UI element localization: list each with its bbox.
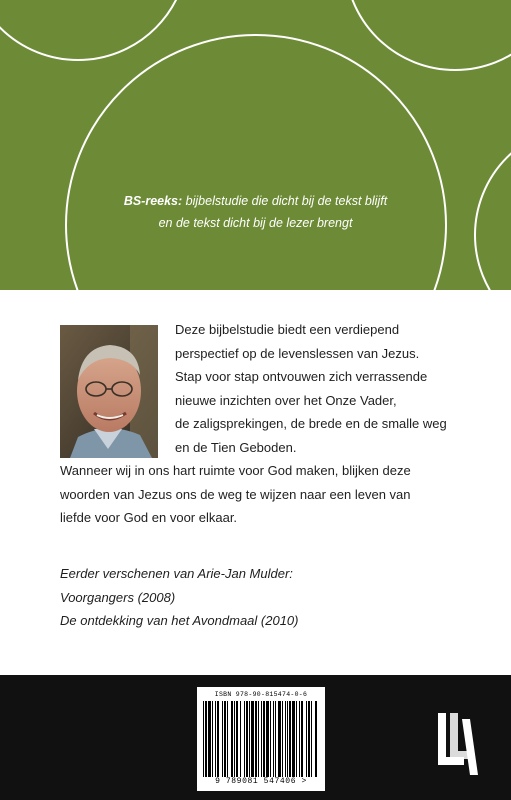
barcode-bar — [212, 701, 213, 777]
barcode-bar — [217, 701, 219, 777]
barcode-bar — [315, 701, 317, 777]
barcode-bar — [266, 701, 269, 777]
isbn-number: ISBN 978-90-815474-0-6 — [214, 691, 308, 698]
intro-line: de zaligsprekingen, de brede en de smalle weg — [175, 416, 447, 431]
barcode-bar — [215, 701, 216, 777]
barcode-bar — [296, 701, 297, 777]
previous-publications — [60, 562, 475, 633]
intro-paragraph — [175, 318, 475, 459]
circle-top-left — [0, 0, 188, 60]
barcode-bar — [249, 701, 250, 777]
barcode-bar — [278, 701, 281, 777]
barcode-bar — [292, 701, 295, 777]
barcode-bar — [282, 701, 283, 777]
intro-line: en de Tien Geboden. — [175, 439, 297, 455]
barcode-bar — [289, 701, 291, 777]
barcode-bar — [285, 701, 286, 777]
barcode-bar — [258, 701, 259, 777]
barcode-bar — [273, 701, 274, 777]
barcode-bar — [275, 701, 276, 777]
decorative-circles — [0, 0, 511, 290]
series-name: BS-reeks: — [123, 194, 183, 208]
barcode-bar — [263, 701, 265, 777]
author-portrait-icon — [60, 325, 158, 458]
barcode-bar — [203, 701, 204, 777]
barcode-bar — [301, 701, 303, 777]
series-tagline — [0, 190, 511, 234]
barcode-bar — [299, 701, 300, 777]
barcode-bar — [236, 701, 238, 777]
green-header-panel — [0, 0, 511, 290]
barcode-bar — [244, 701, 245, 777]
circle-top-right — [345, 0, 511, 70]
body-paragraph — [60, 459, 475, 530]
body-line: woorden van Jezus ons de weg te wijzen naar een leven van — [60, 486, 411, 502]
intro-line: nieuwe inzichten over het Onze Vader, — [175, 392, 397, 408]
intro-line: Stap voor stap ontvouwen zich verrassende — [175, 369, 428, 384]
barcode-bar — [306, 701, 307, 777]
barcode-bar — [231, 701, 233, 777]
barcode-label — [197, 687, 325, 791]
barcode-bar — [308, 701, 310, 777]
intro-line: Deze bijbelstudie biedt een verdiepend — [175, 322, 400, 337]
publisher-logo-icon — [436, 713, 480, 777]
barcode-bar — [227, 701, 228, 777]
barcode-bar — [240, 701, 241, 777]
intro-line: perspectief op de levenslessen van Jezus. — [175, 345, 420, 361]
barcode-bar — [205, 701, 207, 777]
barcode-bar — [311, 701, 312, 777]
barcode-bar — [287, 701, 288, 777]
circle-center — [66, 35, 446, 290]
barcode-bar — [255, 701, 257, 777]
body-line: liefde voor God en voor elkaar. — [60, 510, 238, 525]
body-line: Wanneer wij in ons hart ruimte voor God maken, blijken deze — [60, 463, 411, 478]
barcode-bar — [270, 701, 271, 777]
barcode-bar — [234, 701, 235, 777]
previous-title: De ontdekking van het Avondmaal (2010) — [60, 613, 299, 628]
previous-title: Voorgangers (2008) — [60, 589, 176, 605]
ean-digits: 9 789081 547406 > — [215, 777, 307, 786]
tagline-line-2: en de tekst dicht bij de lezer brengt — [158, 216, 353, 230]
barcode-bar — [224, 701, 226, 777]
barcode-bar — [222, 701, 223, 777]
barcode-bar — [261, 701, 262, 777]
barcode-bar — [246, 701, 248, 777]
barcode-icon — [203, 701, 319, 777]
barcode-bar — [208, 701, 211, 777]
tagline-line-1: bijbelstudie die dicht bij de tekst blijft — [182, 194, 388, 208]
previous-heading: Eerder verschenen van Arie-Jan Mulder: — [60, 566, 293, 581]
barcode-bar — [251, 701, 254, 777]
